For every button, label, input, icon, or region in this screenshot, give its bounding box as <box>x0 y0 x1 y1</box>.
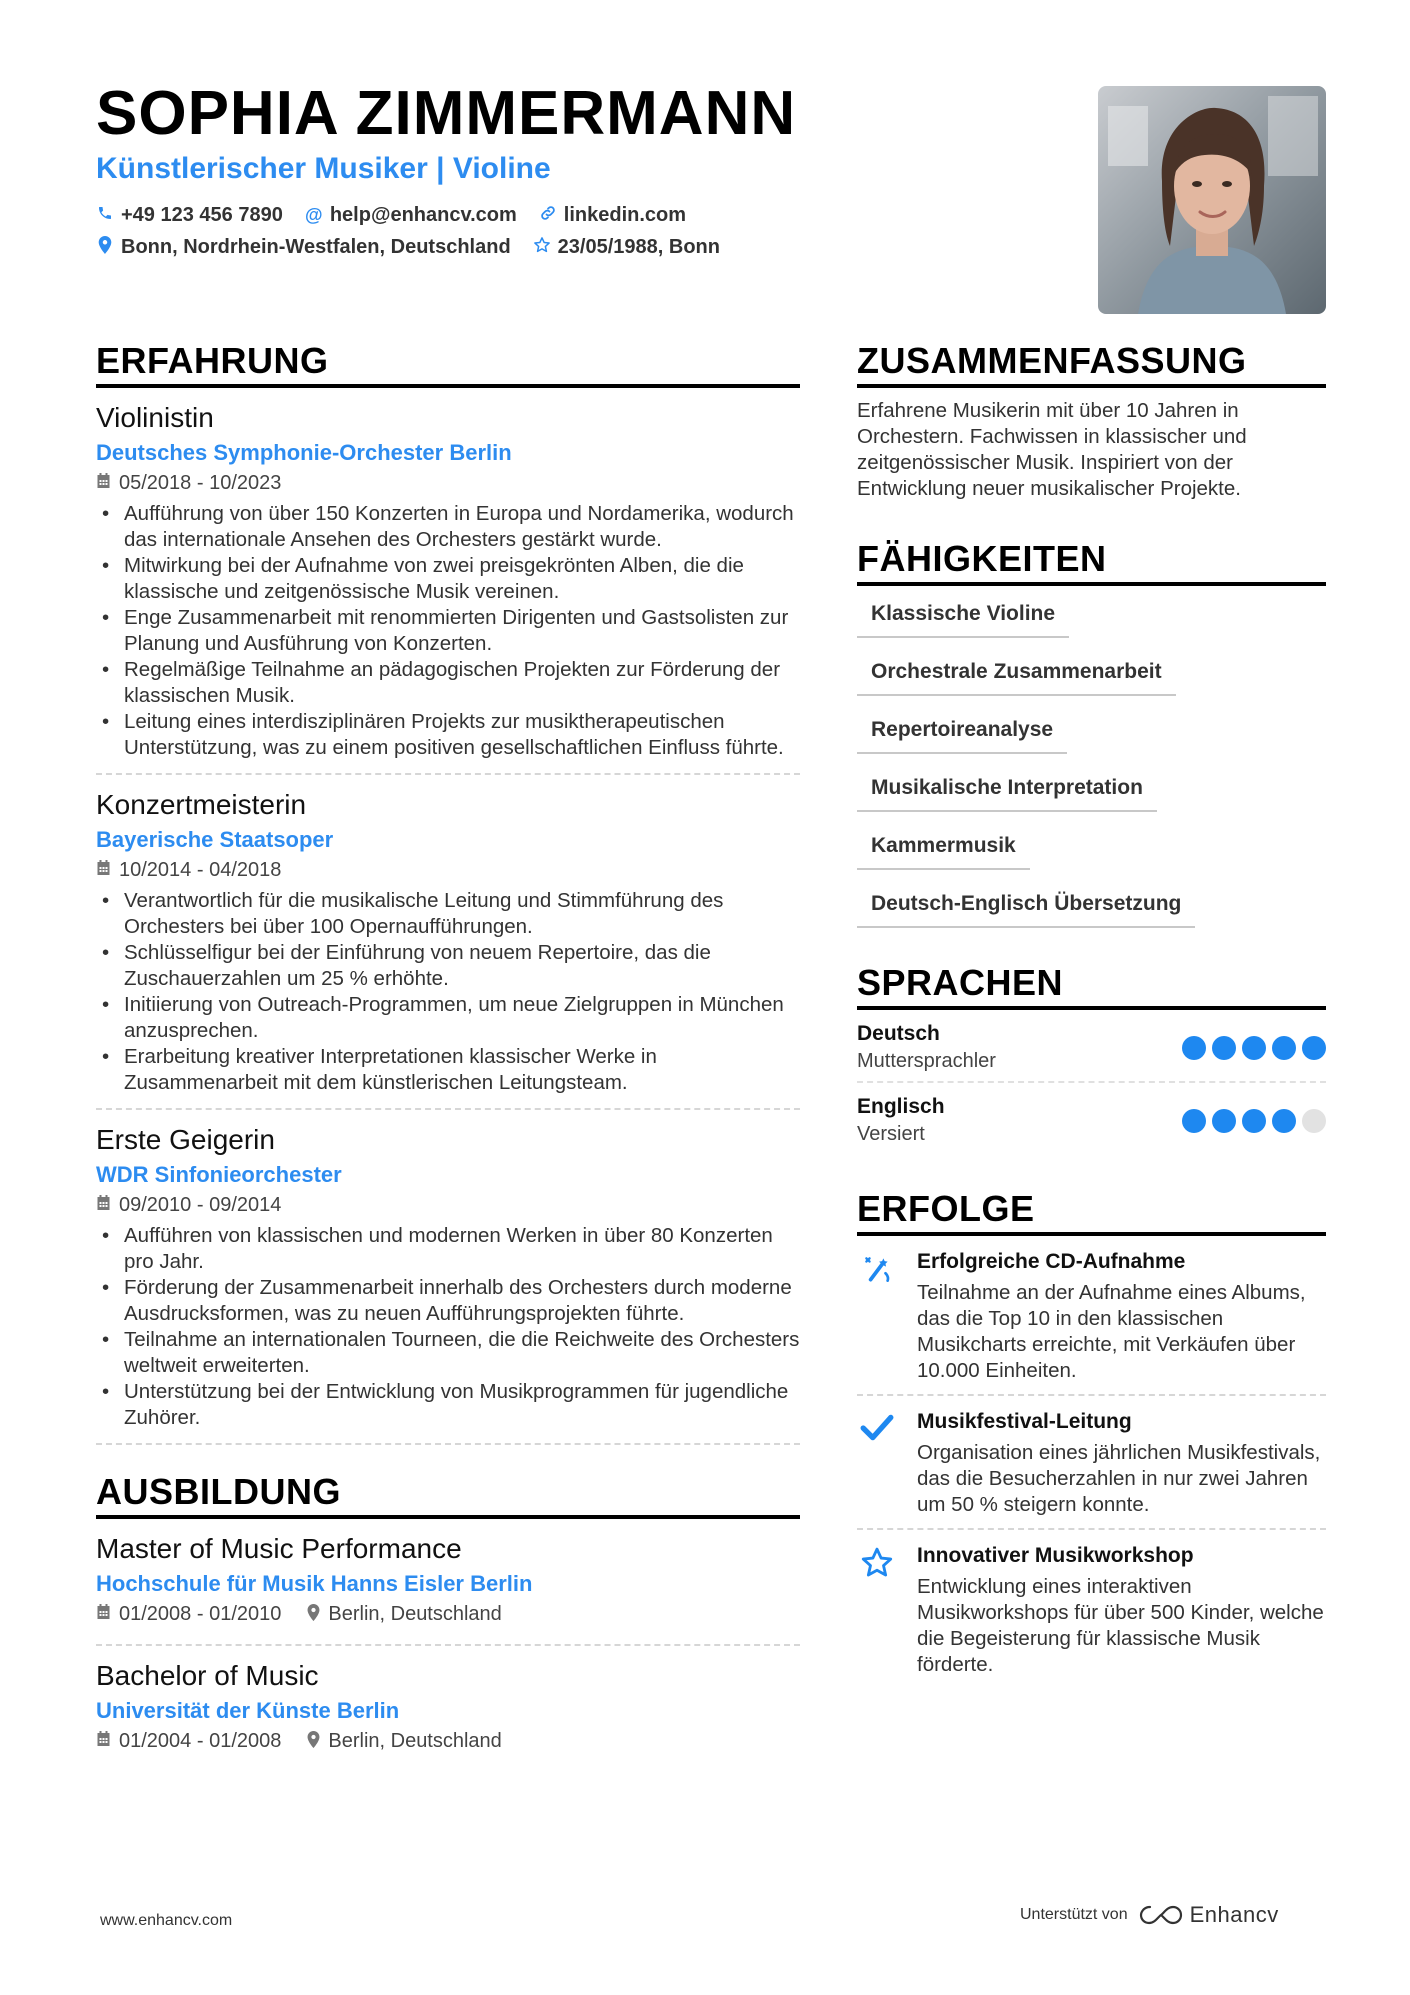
rating-dot <box>1242 1109 1266 1133</box>
footer-branding <box>1020 1902 1279 1928</box>
skills-heading: FÄHIGKEITEN <box>857 538 1326 586</box>
achievement-desc: Teilnahme an der Aufnahme eines Albums, das die Top 10 in den klassischen Musikcharts erreichte, mit Verkäufen über 10.000 Einheiten. <box>917 1281 1306 1382</box>
star-icon <box>857 1544 897 1678</box>
achievement-title: Innovativer Musikworkshop <box>917 1544 1194 1567</box>
language-rating <box>1182 1036 1326 1060</box>
rating-dot <box>1242 1036 1266 1060</box>
email-text: help@enhancv.com <box>329 204 517 226</box>
list-item: • Verantwortlich für die musikalische Leitung und Stimmführung des Orchesters bei über 100 Opernaufführungen. <box>96 888 800 940</box>
candidate-subtitle: Künstlerischer Musiker | Violine <box>96 152 551 185</box>
footer-website[interactable]: www.enhancv.com <box>100 1912 233 1929</box>
education-dates: 01/2004 - 01/2008 <box>119 1730 282 1752</box>
list-item: • Mitwirkung bei der Aufnahme von zwei preisgekrönten Alben, die die klassische und zeitgenössische Musik vereinen. <box>96 553 800 605</box>
achievement-title: Musikfestival-Leitung <box>917 1410 1132 1433</box>
achievements-list <box>857 1236 1326 1688</box>
star-outline-icon <box>533 236 551 259</box>
at-icon: @ <box>305 205 323 225</box>
summary-heading: ZUSAMMENFASSUNG <box>857 340 1326 388</box>
infinity-logo-icon <box>1138 1903 1184 1927</box>
job-role: Konzertmeisterin <box>96 789 307 820</box>
achievement-entry <box>857 1396 1326 1530</box>
calendar-icon <box>96 1731 111 1752</box>
list-item: • Enge Zusammenarbeit mit renommierten Dirigenten und Gastsolisten zur Planung und Ausführung von Konzerten. <box>96 605 800 657</box>
summary-text: Erfahrene Musikerin mit über 10 Jahren in Orchestern. Fachwissen in klassischer und zeitgenössischer Musik. Inspiriert von der Entwicklung neuer musikalischer Projekte. <box>857 399 1247 500</box>
birth-contact <box>533 236 720 259</box>
enhancv-logo[interactable] <box>1138 1902 1279 1928</box>
email-contact[interactable] <box>305 204 517 227</box>
linkedin-contact[interactable] <box>539 204 686 227</box>
skill-tag: Kammermusik <box>857 830 1030 870</box>
achievement-desc: Entwicklung eines interaktiven Musikworkshops für über 500 Kinder, welche die Begeisterung für klassische Musik förderte. <box>917 1575 1324 1676</box>
language-rating <box>1182 1109 1326 1133</box>
education-school: Hochschule für Musik Hanns Eisler Berlin <box>96 1571 533 1596</box>
education-entry <box>96 1646 800 1771</box>
location-pin-icon <box>307 1731 320 1753</box>
language-level: Versiert <box>857 1123 925 1145</box>
job-role: Erste Geigerin <box>96 1124 275 1155</box>
achievements-heading: ERFOLGE <box>857 1188 1326 1236</box>
list-item: • Aufführen von klassischen und modernen Werken in über 80 Konzerten pro Jahr. <box>96 1223 800 1275</box>
rating-dot <box>1272 1109 1296 1133</box>
language-name: Englisch <box>857 1095 945 1118</box>
achievement-desc: Organisation eines jährlichen Musikfestivals, das die Besucherzahlen in nur zwei Jahren um 50 % steigern konnte. <box>917 1441 1321 1516</box>
list-item: • Förderung der Zusammenarbeit innerhalb des Orchesters durch moderne Ausdrucksformen, was zu neuen Aufführungsprojekten führte. <box>96 1275 800 1327</box>
powered-by-label: Unterstützt von <box>1020 1906 1128 1923</box>
education-dates: 01/2008 - 01/2010 <box>119 1603 282 1625</box>
list-item: • Schlüsselfigur bei der Einführung von neuem Repertoire, das die Zuschauerzahlen um 25 % erhöhte. <box>96 940 800 992</box>
contact-info <box>96 204 720 268</box>
calendar-icon <box>96 1195 111 1216</box>
job-dates: 05/2018 - 10/2023 <box>119 472 282 494</box>
job-bullets <box>96 1223 800 1431</box>
skill-tag: Deutsch-Englisch Übersetzung <box>857 888 1195 928</box>
rating-dot <box>1302 1109 1326 1133</box>
education-entry <box>96 1519 800 1646</box>
job-company: Bayerische Staatsoper <box>96 827 334 852</box>
phone-icon <box>96 205 114 226</box>
job-dates: 10/2014 - 04/2018 <box>119 859 282 881</box>
job-company: WDR Sinfonieorchester <box>96 1162 342 1187</box>
skill-tag: Orchestrale Zusammenarbeit <box>857 656 1176 696</box>
job-entry <box>96 388 800 775</box>
birth-text: 23/05/1988, Bonn <box>557 236 720 258</box>
skill-tag: Musikalische Interpretation <box>857 772 1157 812</box>
rating-dot <box>1182 1109 1206 1133</box>
location-pin-icon <box>307 1604 320 1626</box>
brand-name: Enhancv <box>1189 1902 1279 1927</box>
education-degree: Bachelor of Music <box>96 1660 319 1691</box>
rating-dot <box>1302 1036 1326 1060</box>
rating-dot <box>1212 1109 1236 1133</box>
languages-heading: SPRACHEN <box>857 962 1326 1010</box>
list-item: • Regelmäßige Teilnahme an pädagogischen Projekten zur Förderung der klassischen Musik. <box>96 657 800 709</box>
link-icon <box>539 204 557 227</box>
job-entry <box>96 775 800 1110</box>
magic-wand-icon <box>857 1250 897 1384</box>
job-bullets <box>96 501 800 761</box>
list-item: • Initiierung von Outreach-Programmen, um neue Zielgruppen in München anzusprechen. <box>96 992 800 1044</box>
location-contact <box>96 236 511 259</box>
skill-tag: Repertoireanalyse <box>857 714 1067 754</box>
job-company: Deutsches Symphonie-Orchester Berlin <box>96 440 512 465</box>
language-entry <box>857 1010 1326 1083</box>
education-heading: AUSBILDUNG <box>96 1471 800 1519</box>
calendar-icon <box>96 860 111 881</box>
rating-dot <box>1272 1036 1296 1060</box>
achievement-entry <box>857 1530 1326 1688</box>
job-entry <box>96 1110 800 1445</box>
location-pin-icon <box>96 236 114 259</box>
calendar-icon <box>96 473 111 494</box>
job-role: Violinistin <box>96 402 214 433</box>
language-entry <box>857 1083 1326 1154</box>
skill-tag: Klassische Violine <box>857 598 1069 638</box>
achievement-title: Erfolgreiche CD-Aufnahme <box>917 1250 1186 1273</box>
language-level: Muttersprachler <box>857 1050 996 1072</box>
experience-heading: ERFAHRUNG <box>96 340 800 388</box>
checkmark-icon <box>857 1410 897 1518</box>
phone-contact[interactable] <box>96 204 283 227</box>
education-school: Universität der Künste Berlin <box>96 1698 400 1723</box>
list-item: • Leitung eines interdisziplinären Projekts zur musiktherapeutischen Unterstützung, was zu einem positiven gesellschaftlichen Einfluss führte. <box>96 709 800 761</box>
rating-dot <box>1212 1036 1236 1060</box>
list-item: • Teilnahme an internationalen Tourneen, die die Reichweite des Orchesters weltweit erweiterten. <box>96 1327 800 1379</box>
list-item: • Aufführung von über 150 Konzerten in Europa und Nordamerika, wodurch das internationale Ansehen des Orchesters gestärkt wurde. <box>96 501 800 553</box>
left-column <box>96 340 800 1771</box>
list-item: • Erarbeitung kreativer Interpretationen klassischer Werke in Zusammenarbeit mit dem künstlerischen Leitungsteam. <box>96 1044 800 1096</box>
linkedin-text: linkedin.com <box>563 204 687 226</box>
rating-dot <box>1182 1036 1206 1060</box>
right-column <box>857 340 1326 1688</box>
phone-text: +49 123 456 7890 <box>121 204 283 226</box>
location-text: Bonn, Nordrhein-Westfalen, Deutschland <box>121 236 511 258</box>
job-dates: 09/2010 - 09/2014 <box>119 1194 282 1216</box>
education-location: Berlin, Deutschland <box>328 1730 502 1752</box>
languages-list <box>857 1010 1326 1154</box>
language-name: Deutsch <box>857 1022 940 1045</box>
education-degree: Master of Music Performance <box>96 1533 462 1564</box>
job-bullets <box>96 888 800 1096</box>
calendar-icon <box>96 1604 111 1625</box>
profile-photo <box>1098 86 1326 314</box>
candidate-name: SOPHIA ZIMMERMANN <box>96 79 797 148</box>
list-item: • Unterstützung bei der Entwicklung von Musikprogrammen für jugendliche Zuhörer. <box>96 1379 800 1431</box>
education-location: Berlin, Deutschland <box>328 1603 502 1625</box>
achievement-entry <box>857 1236 1326 1396</box>
skills-list <box>857 586 1326 946</box>
